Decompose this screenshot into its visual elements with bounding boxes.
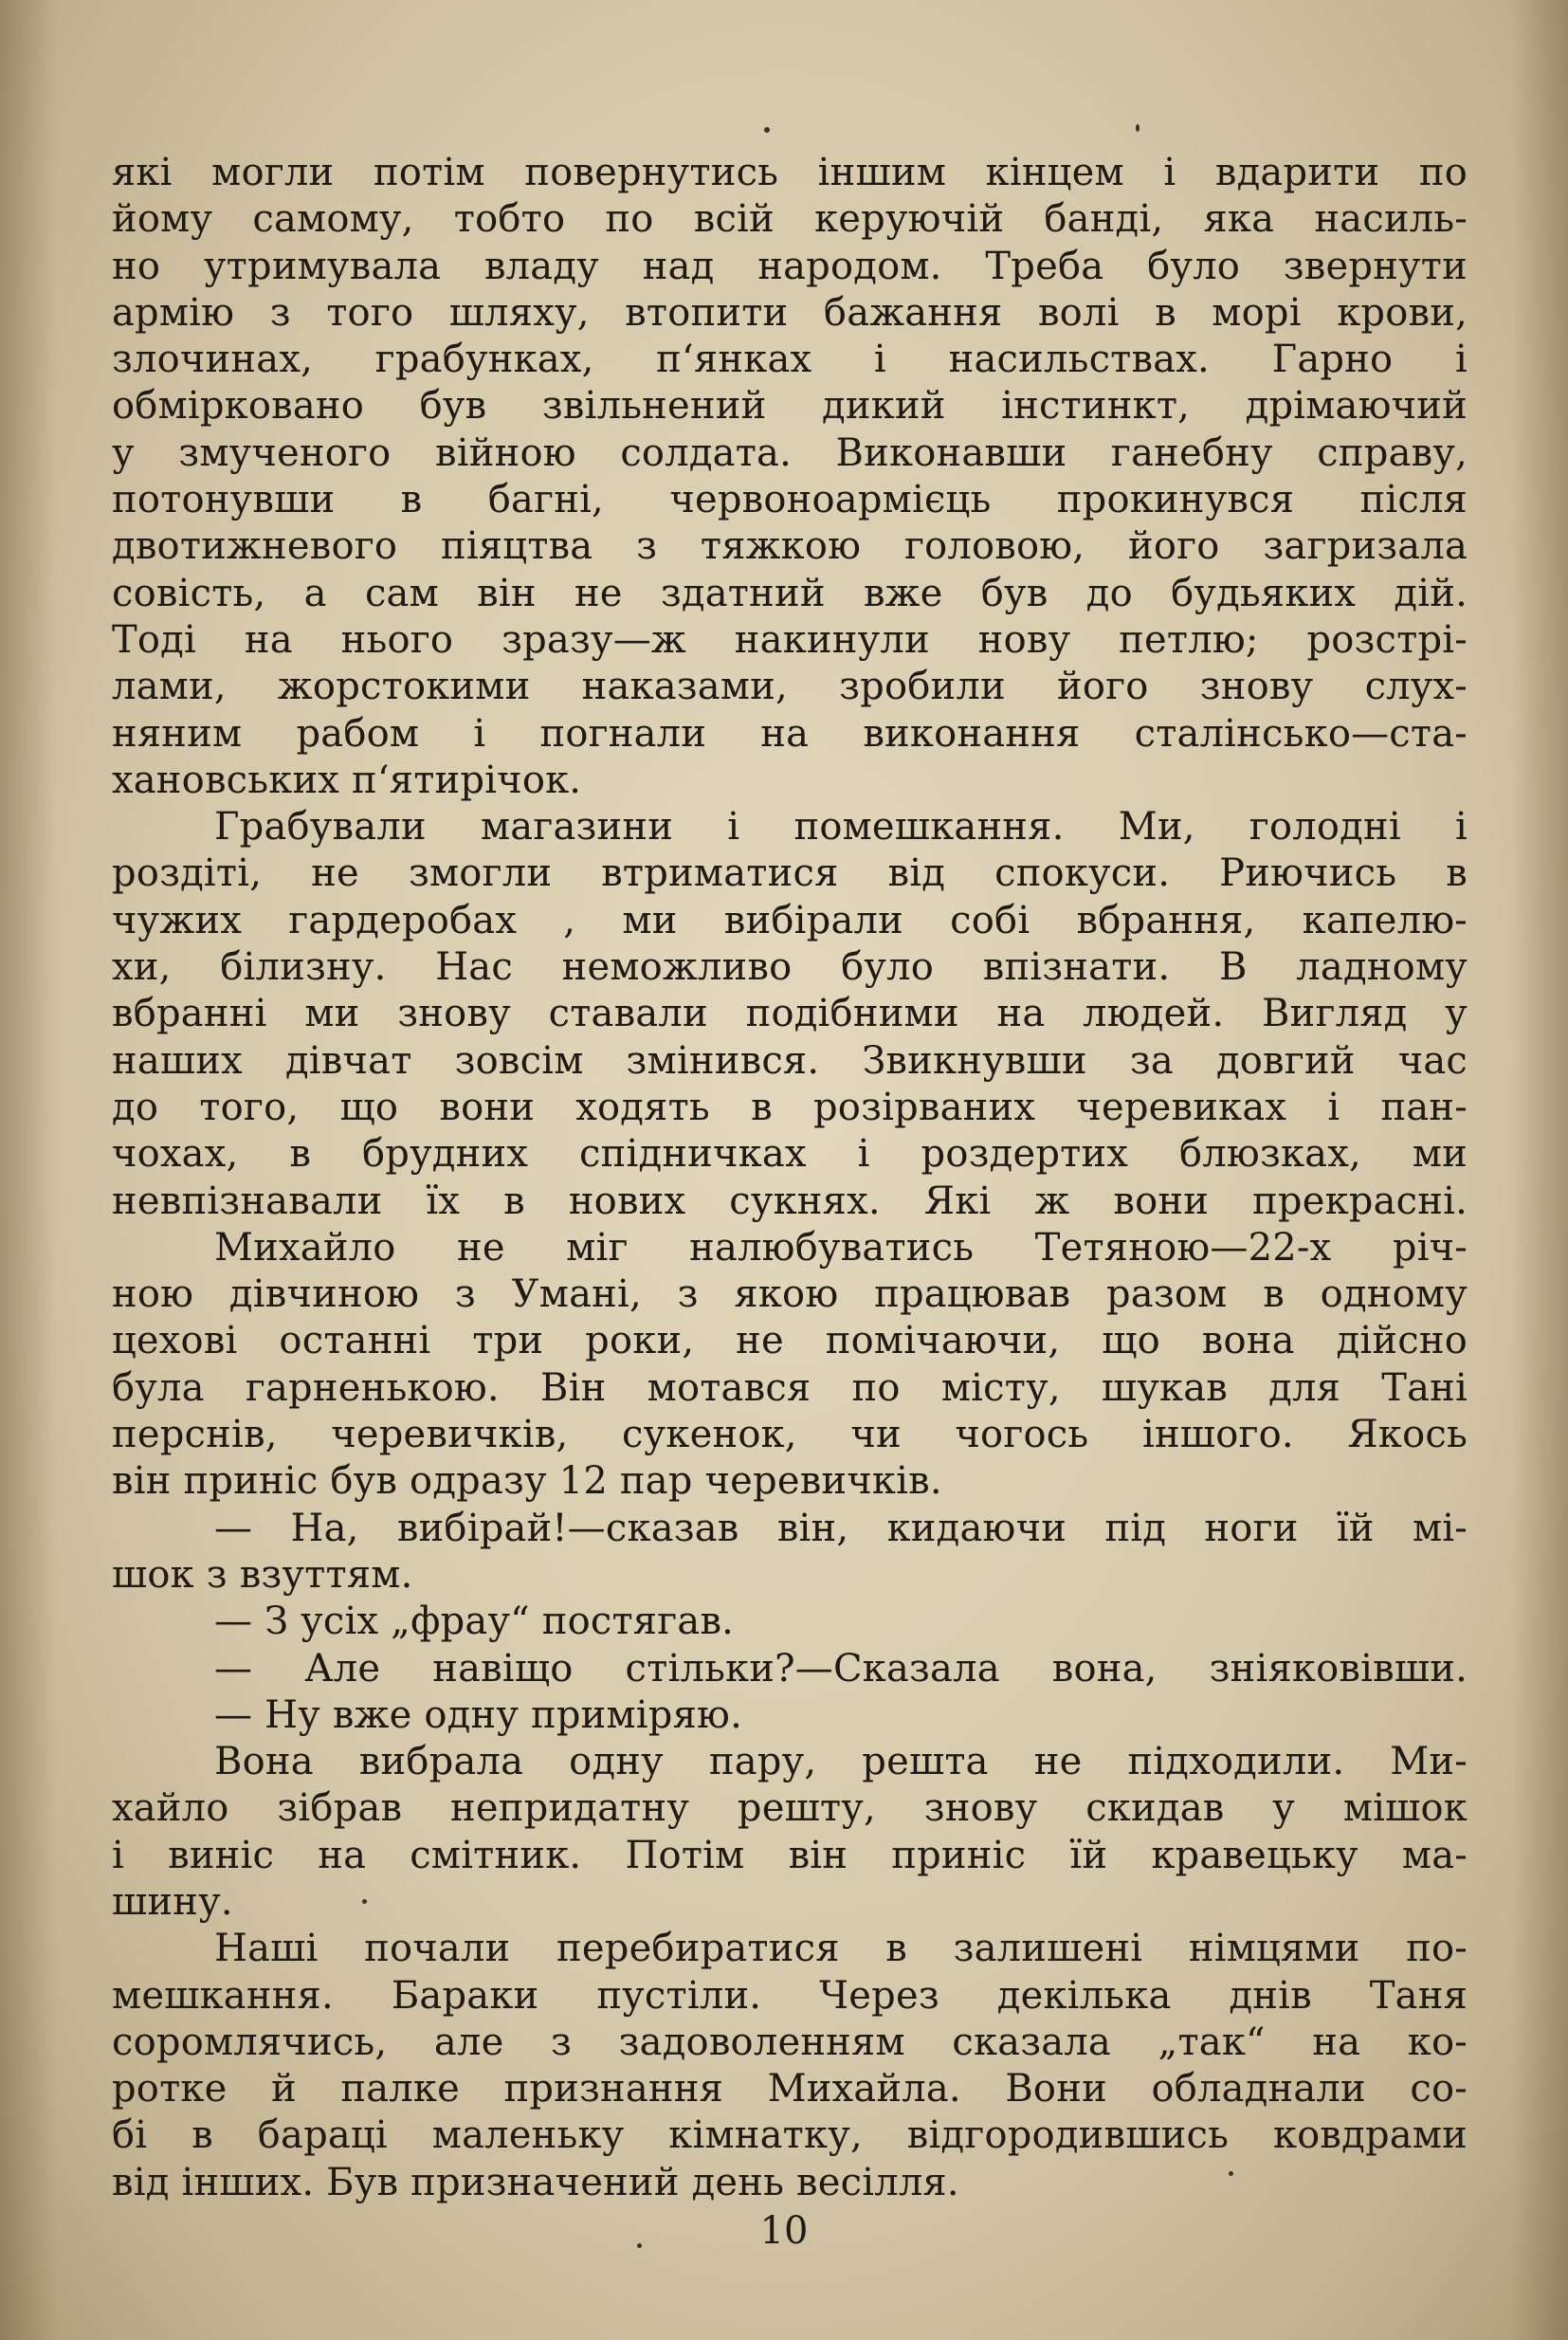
text-line: від інших. Був призначений день весілля. xyxy=(112,2160,959,2204)
text-line: до того, що вони ходять в розірваних черевиках і пан- xyxy=(112,1085,1468,1129)
text-line: — З усіх „фрау“ постягав. xyxy=(214,1600,735,1644)
text-line: Тоді на нього зразу—ж накинули нову петлю; розстрі- xyxy=(112,617,1468,662)
text-line: — На, вибірай!—сказав він, кидаючи під ноги їй мі- xyxy=(214,1506,1468,1550)
text-line: наших дівчат зовсім змінився. Звикнувши за довгий час xyxy=(112,1038,1468,1083)
text-line: і виніс на смітник. Потім він приніс їй кравецьку ма- xyxy=(112,1833,1468,1877)
text-line: двотижневого піяцтва з тяжкою головою, його загризала xyxy=(112,524,1468,569)
text-line: цехові останні три роки, не помічаючи, що вона дійсно xyxy=(112,1319,1468,1363)
text-line: чохах, в брудних спідничках і роздертих блюзках, ми xyxy=(112,1132,1468,1177)
text-line: хановських п‘ятирічок. xyxy=(112,758,582,802)
text-line: була гарненькою. Він мотався по місту, шукав для Тані xyxy=(112,1365,1468,1410)
text-line: які могли потім повернутись іншим кінцем і вдарити по xyxy=(112,151,1468,194)
text-line: мешкання. Бараки пустіли. Через декілька днів Таня xyxy=(112,1973,1468,2018)
text-line: Наші почали перебиратися в залишені німцями по- xyxy=(214,1927,1468,1971)
page-edge-shadow-left xyxy=(0,0,57,2340)
text-line: шок з взуттям. xyxy=(112,1552,413,1597)
print-speck xyxy=(1229,2171,1233,2176)
text-line: невпізнавали їх в нових сукнях. Які ж вони прекрасні. xyxy=(112,1179,1468,1223)
text-line: злочинах, грабунках, п‘янках і насильствах. Гарно і xyxy=(112,338,1468,382)
print-speck xyxy=(362,1899,367,1904)
text-line: чужих гардеробах , ми вибірали собі вбрання, капелю- xyxy=(112,898,1468,942)
text-line: йому самому, тобто по всій керуючій банді, яка насиль- xyxy=(112,197,1468,242)
text-line: ною дівчиною з Умані, з якою працював разом в одному xyxy=(112,1272,1468,1317)
text-line: перснів, черевичків, сукенок, чи чогось іншого. Якось xyxy=(112,1413,1468,1457)
text-line: — Але навіщо стільки?—Сказала вона, зніяковівши. xyxy=(214,1646,1468,1691)
text-line: совість, а сам він не здатний вже був до будьяких дій. xyxy=(112,571,1468,615)
text-line: Грабували магазини і помешкання. Ми, голодні і xyxy=(214,805,1468,850)
text-line: армію з того шляху, втопити бажання волі в морі крови, xyxy=(112,290,1468,335)
text-line: няним рабом і погнали на виконання сталінсько—ста- xyxy=(112,711,1468,756)
print-speck xyxy=(1136,124,1140,132)
text-line: ротке й палке признання Михайла. Вони обладнали со- xyxy=(112,2067,1468,2111)
text-line: обмірковано був звільнений дикий інстинкт, дрімаючий xyxy=(112,384,1468,429)
page-number: 10 xyxy=(759,2209,809,2253)
text-line: Вона вибрала одну пару, решта не підходили. Ми- xyxy=(214,1740,1468,1784)
page-edge-shadow-right xyxy=(1511,0,1568,2340)
print-speck xyxy=(764,127,770,133)
text-line: хи, білизну. Нас неможливо було впізнати. В ладному xyxy=(112,945,1468,990)
text-line: Михайло не міг налюбуватись Тетяною—22-х річ- xyxy=(214,1225,1468,1270)
text-line: він приніс був одразу 12 пар черевичків. xyxy=(112,1459,942,1504)
text-line: лами, жорстокими наказами, зробили його знову слух- xyxy=(112,665,1468,709)
text-line: роздіті, не змогли втриматися від спокуси. Риючись в xyxy=(112,851,1468,896)
text-line: бі в бараці маленьку кімнатку, відгородившись ковдрами xyxy=(112,2113,1468,2158)
text-line: у змученого війною солдата. Виконавши ганебну справу, xyxy=(112,430,1468,475)
print-speck xyxy=(637,2243,642,2248)
text-line: — Ну вже одну приміряю. xyxy=(214,1692,742,1737)
text-line: хайло зібрав непридатну решту, знову скидав у мішок xyxy=(112,1786,1468,1831)
text-line: шину. xyxy=(112,1879,233,1924)
text-line: но утримувала владу над народом. Треба було звернути xyxy=(112,244,1468,288)
text-line: вбранні ми знову ставали подібними на людей. Вигляд у xyxy=(112,992,1468,1036)
text-line: соромлячись, але з задоволенням сказала „так“ на ко- xyxy=(112,2020,1468,2064)
text-line: потонувши в багні, червоноармієць прокинувся після xyxy=(112,478,1468,522)
body-text xyxy=(112,150,1468,2206)
